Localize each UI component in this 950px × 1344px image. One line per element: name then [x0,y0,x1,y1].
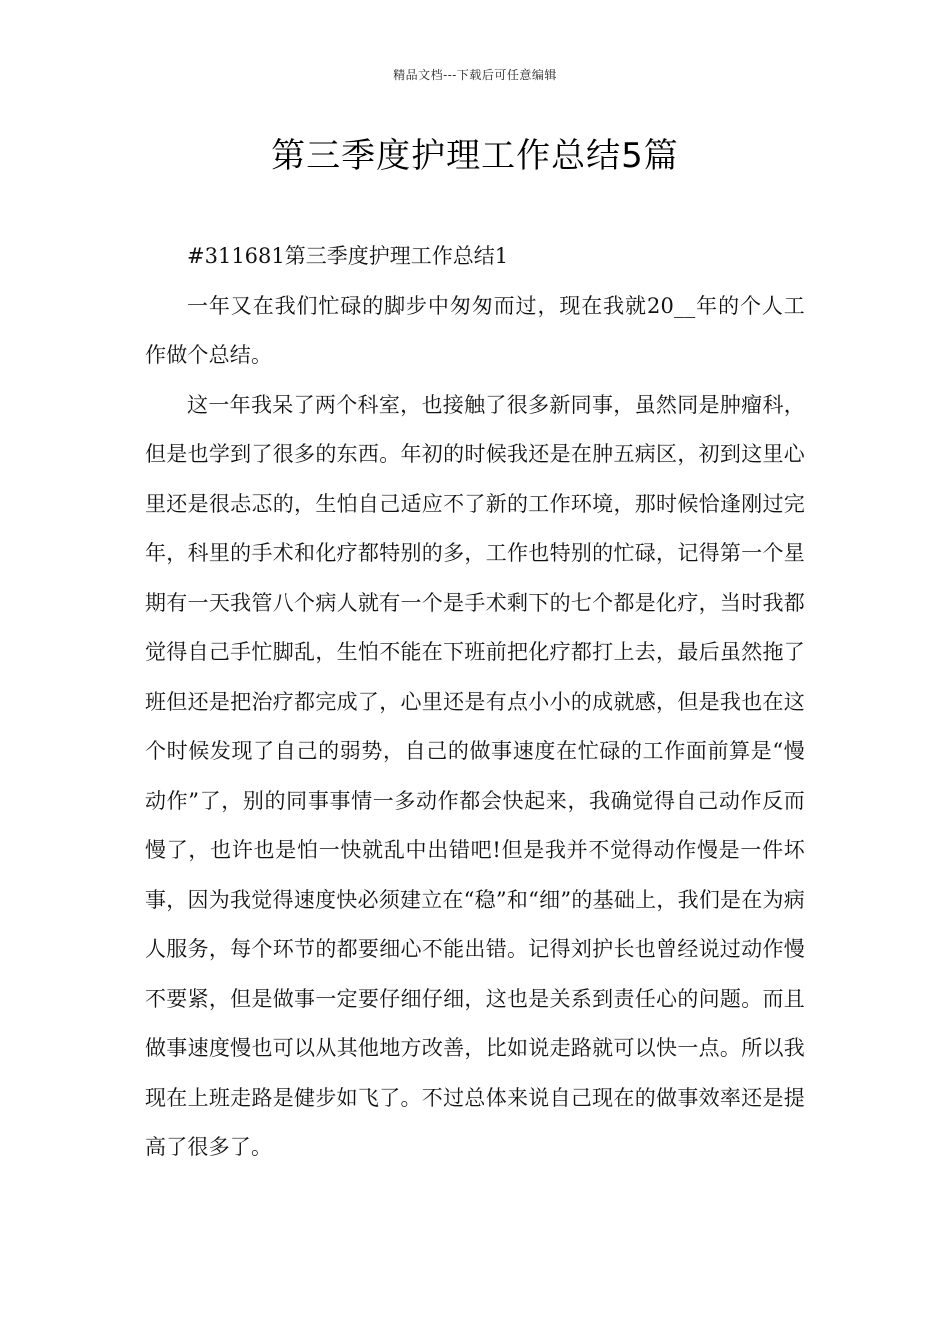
header-note: 精品文档---下载后可任意编辑 [393,68,557,82]
document-body [145,232,805,1173]
section-heading: #311681第三季度护理工作总结1 [187,244,509,268]
paragraph-1: 一年又在我们忙碌的脚步中匆匆而过，现在我就20__年的个人工作做个总结。 [145,293,805,367]
document-title: 第三季度护理工作总结5篇 [271,136,679,176]
paragraph-2: 这一年我呆了两个科室，也接触了很多新同事，虽然同是肿瘤科，但是也学到了很多的东西。年初的时候我还是在肿五病区，初到这里心里还是很忐忑的，生怕自己适应不了新的工作环境，那时候恰逢刚过完年，科里的手术和化疗都特别的多，工作也特别的忙碌，记得第一个星期有一天我管八个病人就有一个是手术剩下的七个都是化疗，当时我都觉得自己手忙脚乱，生怕不能在下班前把化疗都打上去，最后虽然拖了班但还是把治疗都完成了，心里还是有点小小的成就感，但是我也在这个时候发现了自己的弱势，自己的做事速度在忙碌的工作面前算是“慢动作”了，别的同事事情一多动作都会快起来，我确觉得自己动作反而慢了，也许也是怕一快就乱中出错吧!但是我并不觉得动作慢是一件坏事，因为我觉得速度快必须建立在“稳”和“细”的基础上，我们是在为病人服务，每个环节的都要细心不能出错。记得刘护长也曾经说过动作慢不要紧，但是做事一定要仔细仔细，这也是关系到责任心的问题。而且做事速度慢也可以从其他地方改善，比如说走路就可以快一点。所以我现在上班走路是健步如飞了。不过总体来说自己现在的做事效率还是提高了很多了。 [145,392,805,1159]
